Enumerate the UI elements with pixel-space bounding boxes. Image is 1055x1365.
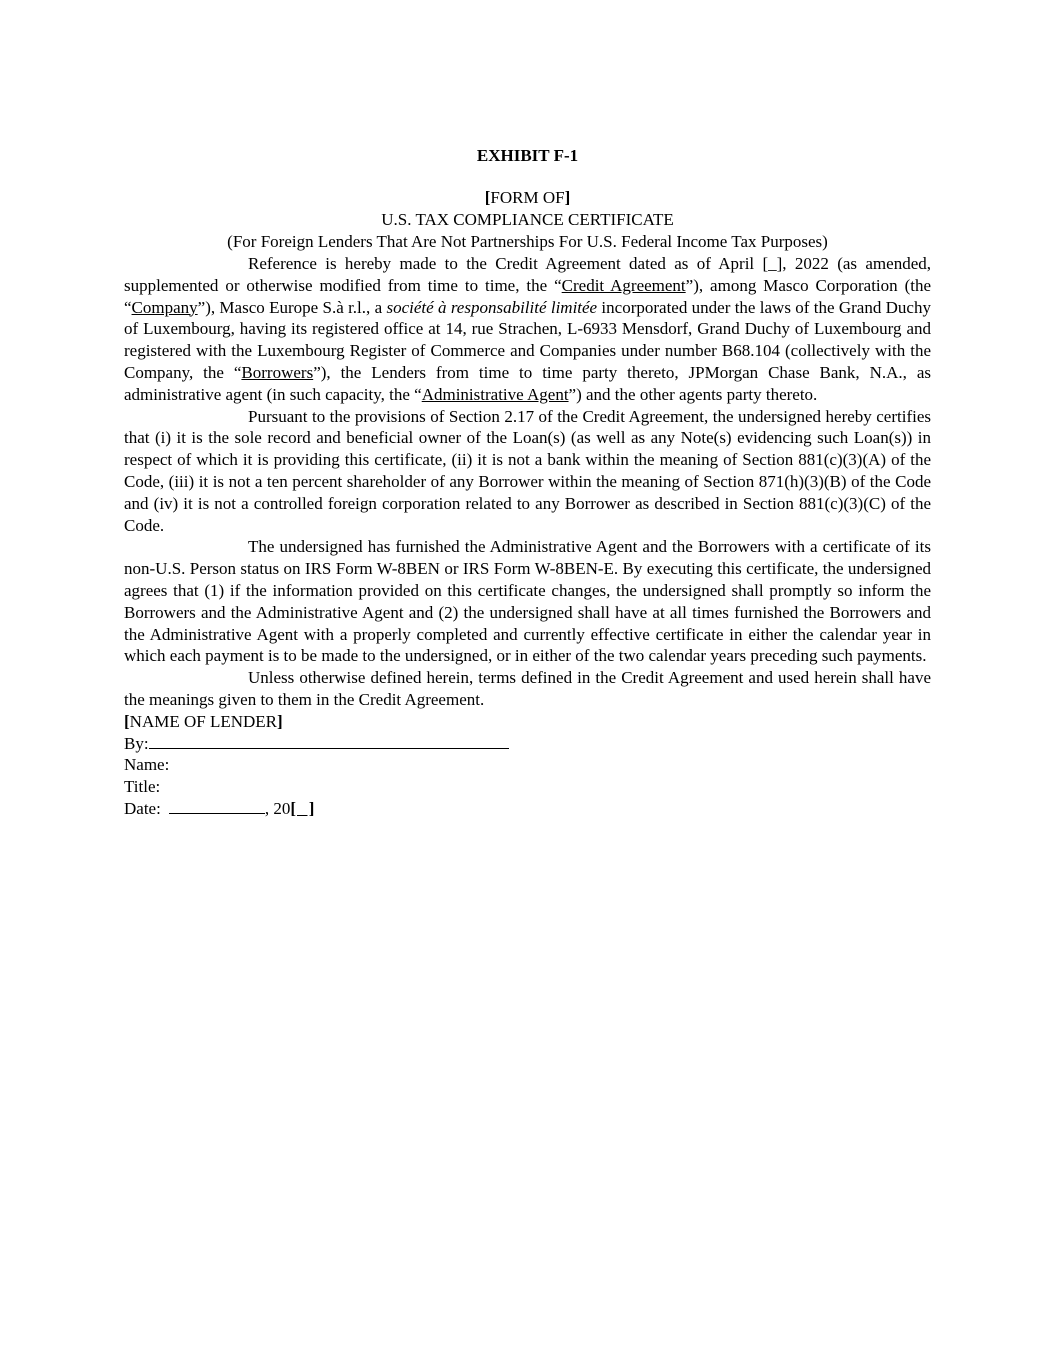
certificate-subtitle: (For Foreign Lenders That Are Not Partnerships For U.S. Federal Income Tax Purposes) bbox=[227, 232, 828, 251]
paragraph-reference bbox=[124, 253, 931, 406]
certificate-title: U.S. TAX COMPLIANCE CERTIFICATE bbox=[381, 210, 674, 229]
by-label: By: bbox=[124, 733, 149, 753]
date-blank[interactable] bbox=[169, 812, 265, 814]
signature-blank[interactable] bbox=[149, 747, 509, 749]
form-of-text: FORM OF bbox=[490, 188, 565, 207]
exhibit-heading: EXHIBIT F-1 bbox=[476, 146, 579, 165]
date-year-prefix: , 20 bbox=[264, 798, 291, 818]
p1-text-2: ”), among Masco Corporation (the “ bbox=[124, 275, 932, 317]
name-line bbox=[124, 754, 931, 776]
p1-text-1: Reference is hereby made to the Credit Agreement dated as of April [_], 2022 (as amended, supplemented or otherwise modified from time to time, the “ bbox=[124, 254, 931, 295]
date-line bbox=[124, 798, 931, 820]
paragraph-furnished-form: The undersigned has furnished the Administrative Agent and the Borrowers with a certificate of its non-U.S. Person status on IRS Form W-8BEN or IRS Form W-8BEN-E. By executing this certificate, the undersigned agrees that (1) if the information provided on this certificate changes, the undersigned shall promptly so inform the Borrowers and the Administrative Agent and (2) the undersigned shall have at all times furnished the Borrowers and the Administrative Agent with a properly completed and currently effective certificate in either the calendar year in which each payment is to be made to the undersigned, or in either of the two calendar years preceding such payments. bbox=[124, 537, 931, 666]
title-label: Title: bbox=[124, 777, 161, 797]
lender-close-bracket: ] bbox=[277, 711, 283, 731]
signature-by-line bbox=[124, 733, 931, 755]
lender-name-placeholder: NAME OF LENDER bbox=[129, 711, 278, 731]
defined-term-borrowers: Borrowers bbox=[241, 362, 314, 382]
name-label: Name: bbox=[124, 755, 170, 775]
form-of-line bbox=[124, 187, 931, 209]
p1-text-5: ”), the Lenders from time to time party thereto, JPMorgan Chase Bank, N.A., as administrative agent (in such capacity, the “ bbox=[124, 362, 931, 404]
p1-text-6: ”) and the other agents party thereto. bbox=[568, 384, 818, 404]
form-close-bracket: ] bbox=[564, 188, 571, 207]
date-year-blank: [ ] bbox=[290, 798, 315, 818]
lender-name-line bbox=[124, 711, 931, 733]
title-line bbox=[124, 776, 931, 798]
paragraph-certification: Pursuant to the provisions of Section 2.17 of the Credit Agreement, the undersigned hereby certifies that (i) it is the sole record and beneficial owner of the Loan(s) (as well as any Note(s) evidencing such Loan(s)) in respect of which it is providing this certificate, (ii) it is not a bank within the meaning of Section 881(c)(3)(A) of the Code, (iii) it is not a ten percent shareholder of any Borrower within the meaning of Section 871(h)(3)(B) of the Code and (iv) it is not a controlled foreign corporation related to any Borrower as described in Section 881(c)(3)(C) of the Code. bbox=[124, 406, 931, 535]
defined-term-administrative-agent: Administrative Agent bbox=[421, 384, 569, 404]
sarl-italic: société à responsabilité limitée bbox=[386, 297, 598, 317]
lender-open-bracket: [ bbox=[124, 711, 130, 731]
paragraph-definitions: Unless otherwise defined herein, terms defined in the Credit Agreement and used herein shall have the meanings given to them in the Credit Agreement. bbox=[124, 668, 931, 709]
date-label: Date: bbox=[124, 798, 161, 818]
p1-text-4: incorporated under the laws of the Grand Duchy of Luxembourg, having its registered office at 14, rue Strachen, L-6933 Mensdorf, Grand Duchy of Luxembourg and registered with the Luxembourg Register of Commerce and Companies under number B68.104 (collectively with the Company, the “ bbox=[124, 297, 931, 382]
p1-text-3: ”), Masco Europe S.à r.l., a bbox=[197, 297, 387, 317]
form-open-bracket: [ bbox=[484, 188, 491, 207]
document-page bbox=[124, 145, 931, 820]
defined-term-company: Company bbox=[131, 297, 198, 317]
defined-term-credit-agreement: Credit Agreement bbox=[561, 275, 686, 295]
